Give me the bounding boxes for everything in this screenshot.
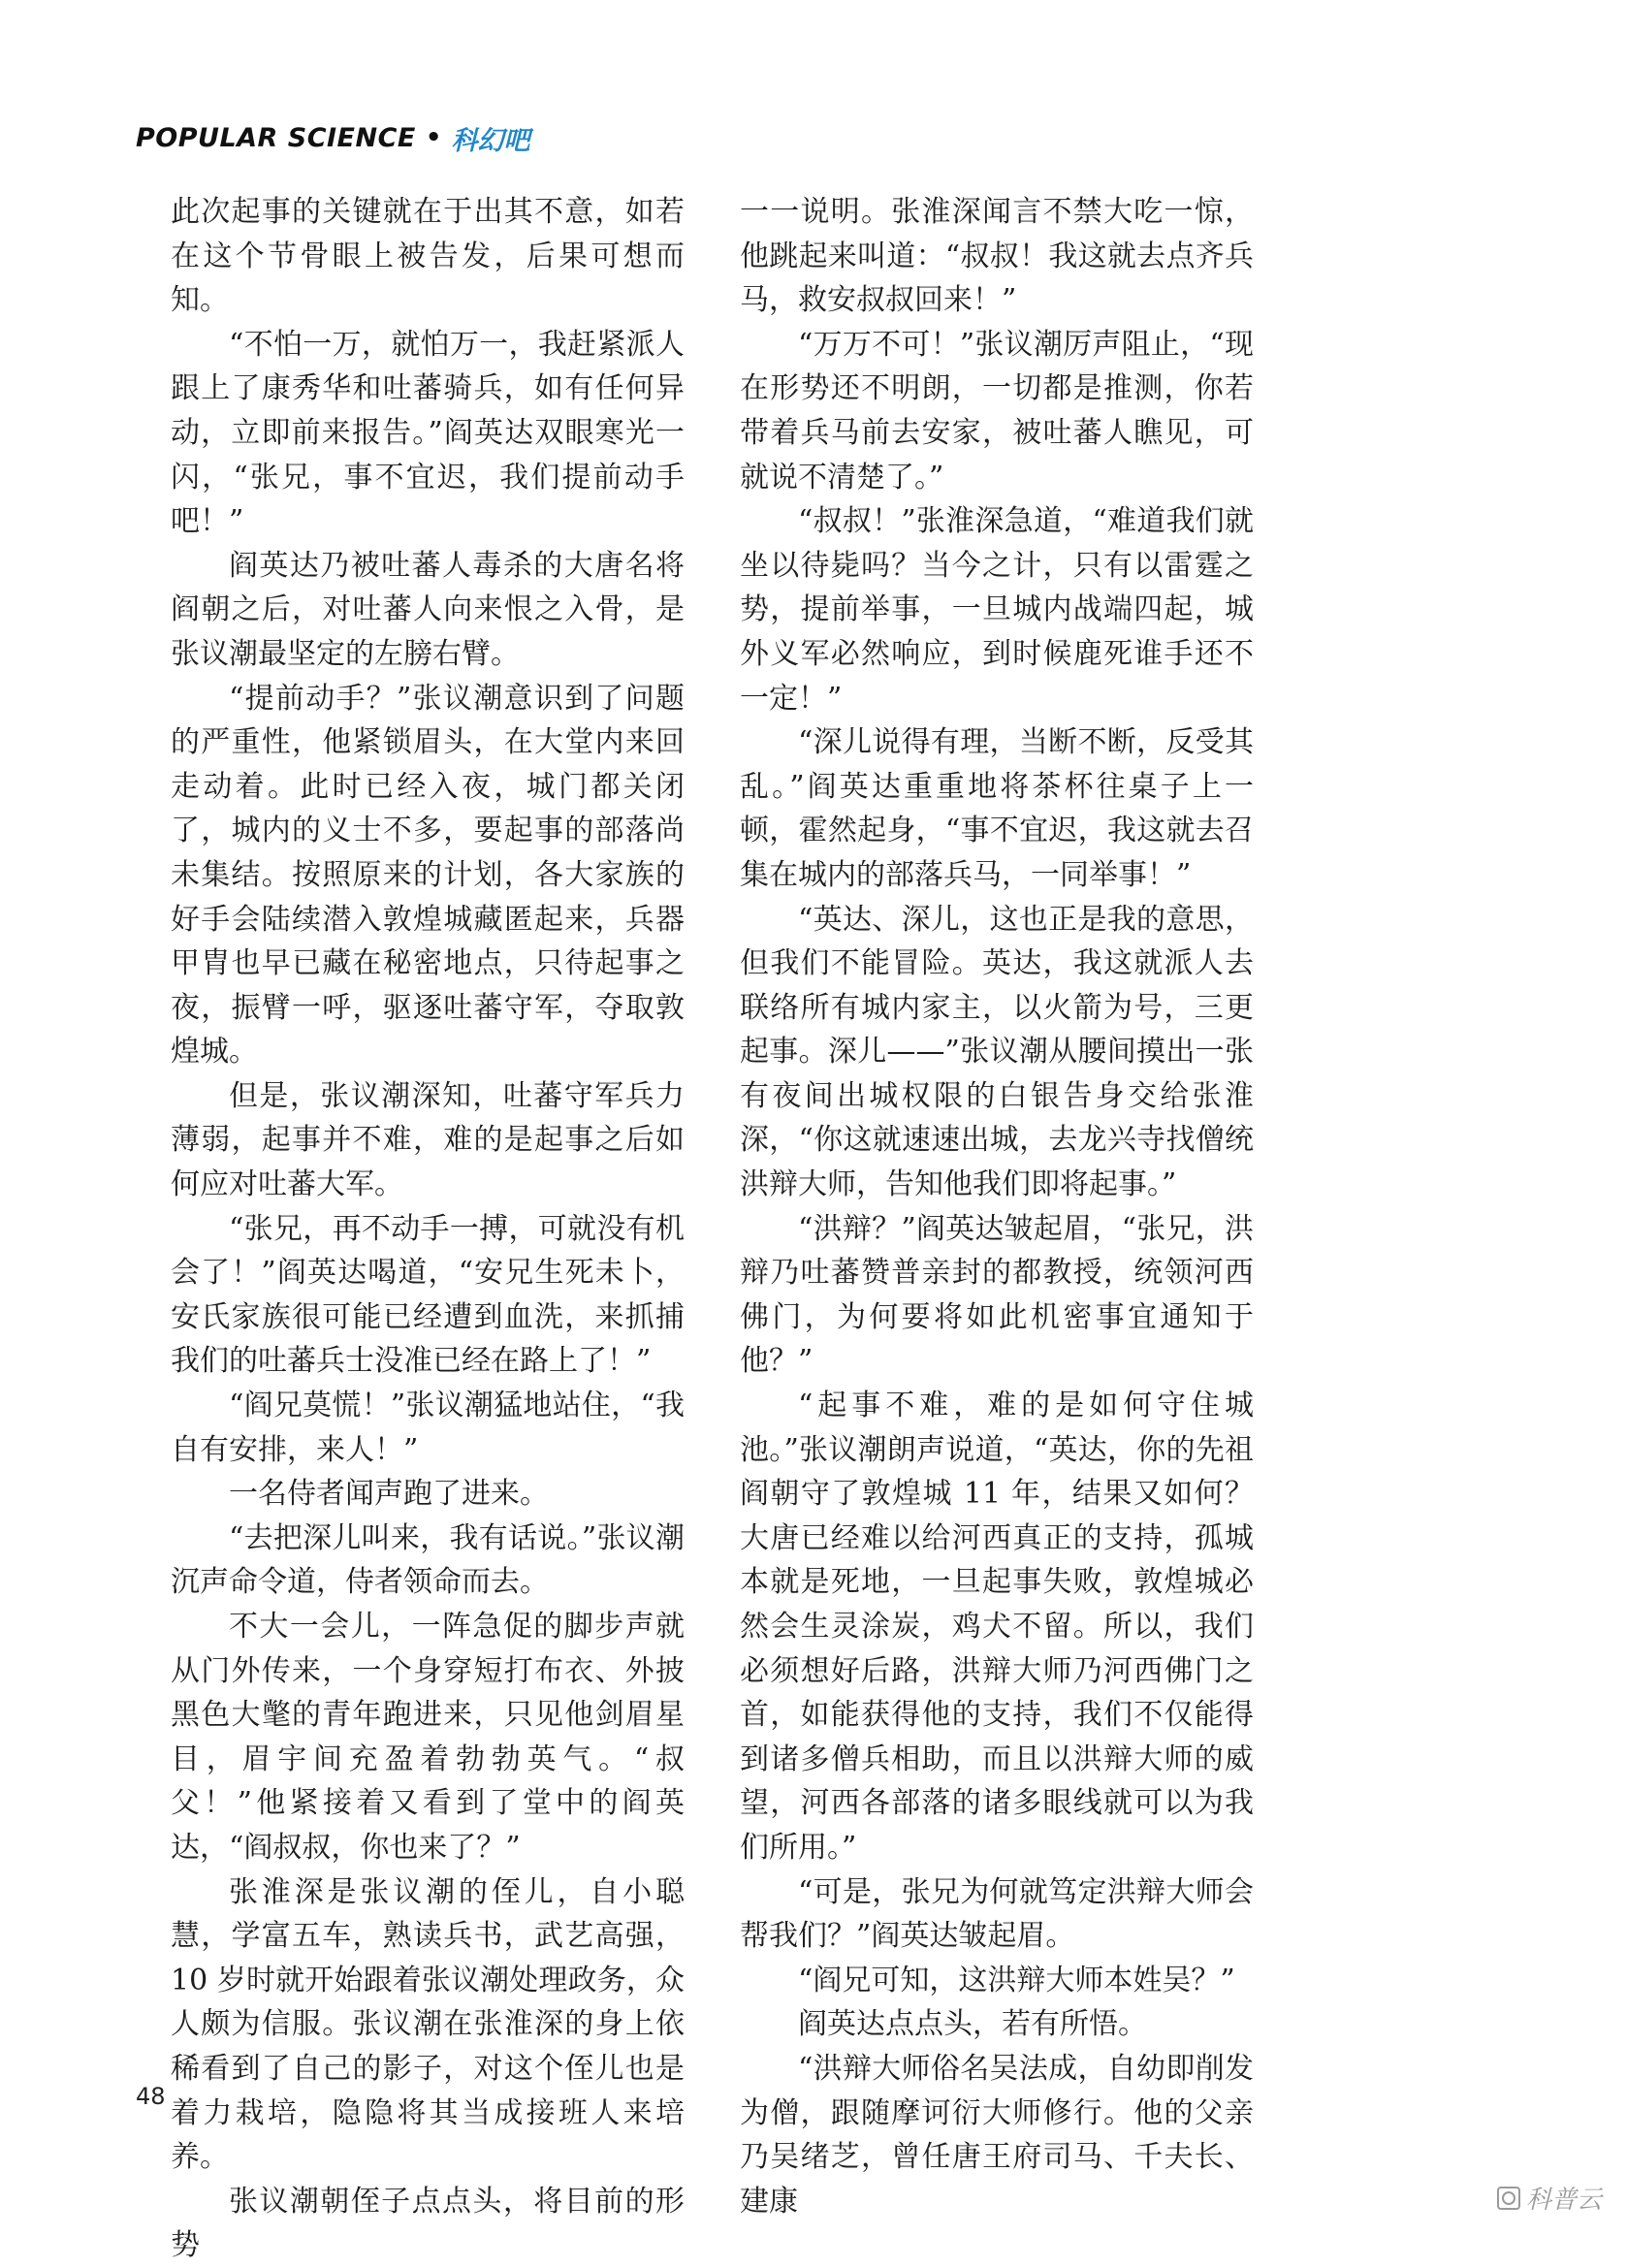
paragraph: 阎英达点点头，若有所悟。 [798, 2007, 1147, 2042]
paragraph: “阎兄莫慌！”张议潮猛地站住，“我自有安排，来人！” [171, 1389, 685, 1467]
paragraph: “阎兄可知，这洪辩大师本姓吴？” [798, 1963, 1235, 1997]
paragraph: “洪辩？”阎英达皱起眉，“张兄，洪辩乃吐蕃赞普亲封的都教授，统领河西佛门，为何要将如此机密事宜通知于他？” [740, 1211, 1254, 1379]
header-separator: • [425, 123, 442, 152]
paragraph: “不怕一万，就怕万一，我赶紧派人跟上了康秀华和吐蕃骑兵，如有任何异动，立即前来报告。”阎英达双眼寒光一闪，“张兄，事不宜迟，我们提前动手吧！” [171, 327, 685, 539]
left-text-column [171, 190, 685, 2268]
watermark [1497, 2180, 1602, 2216]
paragraph: “可是，张兄为何就笃定洪辩大师会帮我们？”阎英达皱起眉。 [740, 1874, 1254, 1954]
paragraph: 一名侍者闻声跑了进来。 [229, 1477, 549, 1512]
paragraph: “英达、深儿，这也正是我的意思，但我们不能冒险。英达，我这就派人去联络所有城内家主，以火箭为号，三更起事。深儿——”张议潮从腰间摸出一张有夜间出城权限的白银告身交给张淮深，“你这就速速出城，去龙兴寺找僧统洪辩大师，告知他我们即将起事。” [740, 902, 1254, 1202]
paragraph: 不大一会儿，一阵急促的脚步声就从门外传来，一个身穿短打布衣、外披黑色大氅的青年跑进来，只见他剑眉星目，眉宇间充盈着勃勃英气。“叔父！”他紧接着又看到了堂中的阎英达，“阎叔叔，你也来了？” [171, 1610, 685, 1865]
paragraph: “提前动手？”张议潮意识到了问题的严重性，他紧锁眉头，在大堂内来回走动着。此时已经入夜，城门都关闭了，城内的义士不多，要起事的部落尚未集结。按照原来的计划，各大家族的好手会陆续潜入敦煌城藏匿起来，兵器甲胄也早已藏在秘密地点，只待起事之夜，振臂一呼，驱逐吐蕃守军，夺取敦煌城。 [171, 681, 685, 1070]
paragraph: “张兄，再不动手一搏，可就没有机会了！”阎英达喝道，“安兄生死未卜，安氏家族很可能已经遭到血洗，来抓捕我们的吐蕃兵士没准已经在路上了！” [171, 1211, 685, 1379]
paragraph: 阎英达乃被吐蕃人毒杀的大唐名将阎朝之后，对吐蕃人向来恨之入骨，是张议潮最坚定的左膀右臂。 [171, 548, 685, 671]
magazine-header [136, 118, 529, 157]
paragraph: 张淮深是张议潮的侄儿，自小聪慧，学富五车，熟读兵书，武艺高强，10 岁时就开始跟着张议潮处理政务，众人颇为信服。张议潮在张淮深的身上依稀看到了自己的影子，对这个侄儿也是着力栽培，隐隐将其当成接班人来培养。 [171, 1874, 685, 2175]
right-text-column [740, 190, 1254, 2223]
paragraph: “万万不可！”张议潮厉声阻止，“现在形势还不明朗，一切都是推测，你若带着兵马前去安家，被吐蕃人瞧见，可就说不清楚了。” [740, 327, 1254, 495]
paragraph: “洪辩大师俗名吴法成，自幼即削发为僧，跟随摩诃衍大师修行。他的父亲乃吴绪芝，曾任唐王府司马、千夫长、建康 [740, 2051, 1254, 2219]
paragraph: “去把深儿叫来，我有话说。”张议潮沉声命令道，侍者领命而去。 [171, 1520, 685, 1600]
paragraph: 一一说明。张淮深闻言不禁大吃一惊，他跳起来叫道：“叔叔！我这就去点齐兵马，救安叔叔回来！” [740, 195, 1254, 318]
watermark-logo-icon [1497, 2187, 1520, 2210]
paragraph: 但是，张议潮深知，吐蕃守军兵力薄弱，起事并不难，难的是起事之后如何应对吐蕃大军。 [171, 1078, 685, 1202]
paragraph: 张议潮朝侄子点点头，将目前的形势 [171, 2184, 685, 2263]
paragraph: “叔叔！”张淮深急道，“难道我们就坐以待毙吗？当今之计，只有以雷霆之势，提前举事，一旦城内战端四起，城外义军必然响应，到时候鹿死谁手还不一定！” [740, 504, 1254, 716]
watermark-text: 科普云 [1525, 2186, 1602, 2215]
paragraph: 此次起事的关键就在于出其不意，如若在这个节骨眼上被告发，后果可想而知。 [171, 195, 685, 318]
section-title: 科幻吧 [451, 125, 530, 156]
magazine-brand: POPULAR SCIENCE [136, 122, 416, 153]
paragraph: “深儿说得有理，当断不断，反受其乱。”阎英达重重地将茶杯往桌子上一顿，霍然起身，“事不宜迟，我这就去召集在城内的部落兵马，一同举事！” [740, 725, 1254, 892]
paragraph: “起事不难，难的是如何守住城池。”张议潮朗声说道，“英达，你的先祖阎朝守了敦煌城 11 年，结果又如何？大唐已经难以给河西真正的支持，孤城本就是死地，一旦起事失败，敦煌城必然会生灵涂炭，鸡犬不留。所以，我们必须想好后路，洪辩大师乃河西佛门之首，如能获得他的支持，我们不仅能得到诸多僧兵相助，而且以洪辩大师的威望，河西各部落的诸多眼线就可以为我们所用。” [740, 1389, 1254, 1865]
page-number: 48 [136, 2083, 166, 2110]
